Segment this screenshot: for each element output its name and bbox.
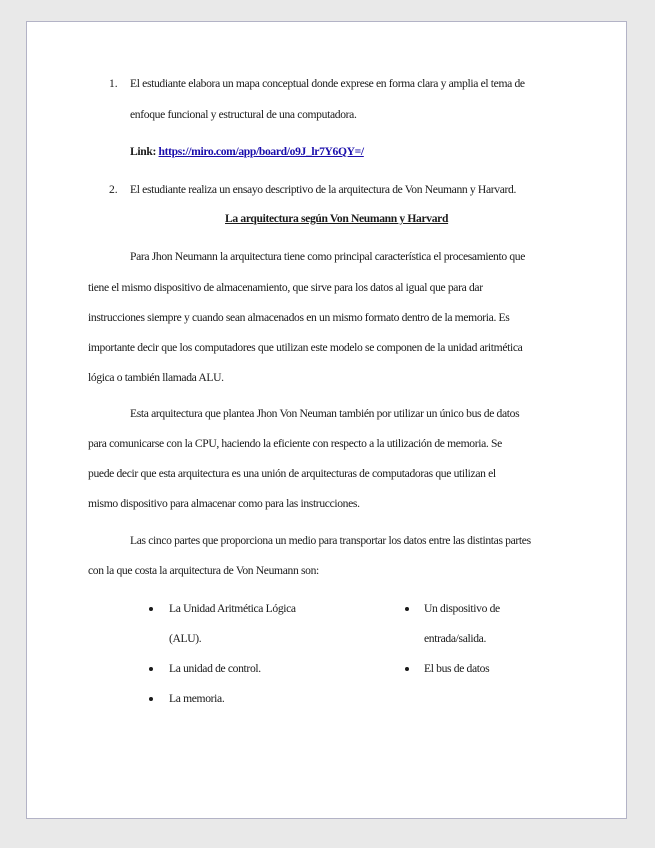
paragraph-2-line-1: Esta arquitectura que plantea Jhon Von Neuman también por utilizar un único bus de datos [130, 407, 520, 420]
bullet-io-line-2: entrada/salida. [424, 632, 487, 645]
paragraph-3-line-2: con la que costa la arquitectura de Von Neumann son: [88, 564, 319, 577]
bullet-data-bus: El bus de datos [424, 662, 490, 675]
paragraph-2-line-2: para comunicarse con la CPU, haciendo la eficiente con respecto a la utilización de memoria. Se [88, 437, 502, 450]
paragraph-3-line-1: Las cinco partes que proporciona un medio para transportar los datos entre las distintas partes [130, 534, 531, 547]
bullet-dot [149, 607, 153, 611]
list-number-1: 1. [109, 77, 118, 90]
bullet-dot [405, 607, 409, 611]
list-number-2: 2. [109, 183, 118, 196]
list-item-1-line-1: El estudiante elabora un mapa conceptual donde exprese en forma clara y amplia el tema de [130, 77, 525, 90]
paragraph-1-line-5: lógica o también llamada ALU. [88, 371, 224, 384]
bullet-alu-line-1: La Unidad Aritmética Lógica [169, 602, 296, 615]
list-item-1-line-2: enfoque funcional y estructural de una computadora. [130, 108, 357, 121]
essay-title: La arquitectura según Von Neumann y Harvard [225, 212, 449, 225]
bullet-alu-line-2: (ALU). [169, 632, 202, 645]
bullet-control-unit: La unidad de control. [169, 662, 261, 675]
bullet-memory: La memoria. [169, 692, 225, 705]
bullet-io-line-1: Un dispositivo de [424, 602, 500, 615]
list-item-2-line-1: El estudiante realiza un ensayo descriptivo de la arquitectura de Von Neumann y Harvard. [130, 183, 516, 196]
paragraph-1-line-1: Para Jhon Neumann la arquitectura tiene como principal característica el procesamiento que [130, 250, 526, 263]
bullet-dot [149, 667, 153, 671]
paragraph-1-line-3: instrucciones siempre y cuando sean almacenados en un mismo formato dentro de la memoria. Es [88, 311, 510, 324]
miro-board-link[interactable]: https://miro.com/app/board/o9J_lr7Y6QY=/ [158, 145, 364, 158]
link-label: Link: [130, 145, 156, 158]
link-row [130, 145, 364, 159]
paragraph-2-line-4: mismo dispositivo para almacenar como para las instrucciones. [88, 497, 360, 510]
bullet-dot [405, 667, 409, 671]
paragraph-1-line-2: tiene el mismo dispositivo de almacenamiento, que sirve para los datos al igual que para dar [88, 281, 483, 294]
paragraph-1-line-4: importante decir que los computadores que utilizan este modelo se componen de la unidad aritmética [88, 341, 523, 354]
document-page [26, 21, 627, 819]
paragraph-2-line-3: puede decir que esta arquitectura es una unión de arquitecturas de computadoras que utilizan el [88, 467, 496, 480]
bullet-dot [149, 697, 153, 701]
